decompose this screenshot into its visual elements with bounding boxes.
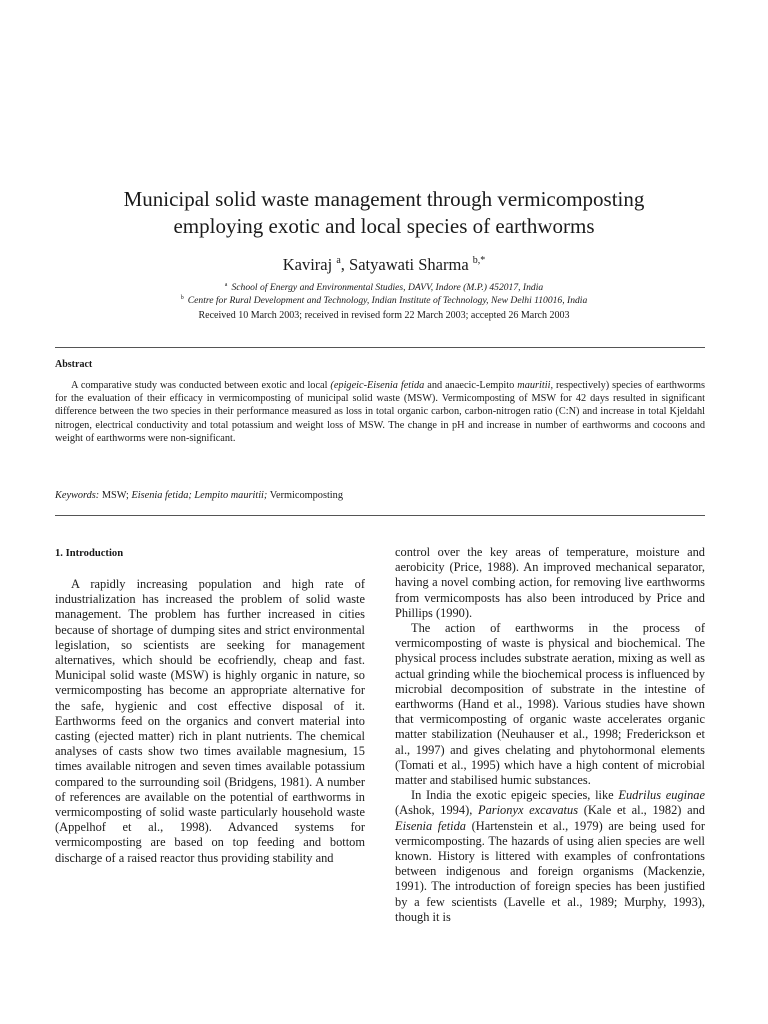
paragraph-text: (Hartenstein et al., 1979) are being used for vermicomposting. The hazards of using alien species are well known. History is littered with examples of confrontations between indigenous and foreign organisms (Mackenzie, 1991). The introduction of foreign species has been justified by a few scientists (Lavelle et al., 1989; Murphy, 1993), though it is	[395, 818, 706, 924]
species-name: Eudrilus euginae	[618, 788, 705, 803]
right-column	[395, 545, 705, 925]
affiliation-mark: a	[224, 282, 228, 288]
paragraph: The action of earthworms in the process of vermicomposting of waste is physical and biochemical. The physical process includes substrate aeration, mixing as well as actual grinding while the biochemical process is influenced by microbial decomposition of substrate in the intestine of earthworms (Hand et al., 1998). Various studies have shown that vermicomposting of organic waste accelerates organic matter stabilization (Neuhauser et al., 1998; Frederickson et al., 1997) and gives chelating and phytohormonal elements (Tomati et al., 1995) which have a high content of microbial matter and stabilised humic substances.	[395, 621, 705, 788]
keyword: Eisenia fetida;	[131, 490, 192, 501]
title-line-2: employing exotic and local species of earthworms	[173, 214, 595, 238]
divider	[55, 515, 705, 516]
title-line-1: Municipal solid waste management through vermicomposting	[123, 187, 645, 211]
paragraph-text: In India the exotic epigeic species, like	[411, 788, 619, 803]
paragraph-continued: control over the key areas of temperature, moisture and aerobicity (Price, 1988). An improved mechanical separator, having a novel combing action, for removing live earthworms from vermicomposts has also been introduced by Price and Phillips (1990).	[395, 545, 705, 620]
abstract-text: A comparative study was conducted between exotic and local	[71, 380, 331, 391]
paragraph-text: (Kale et al., 1982) and	[578, 803, 705, 818]
keywords-label: Keywords:	[55, 490, 100, 501]
section-heading: 1. Introduction	[55, 548, 124, 559]
paragraph-text: (Ashok, 1994),	[395, 803, 479, 818]
left-column	[55, 547, 365, 866]
affiliation-mark: a	[336, 255, 341, 266]
paper-title	[60, 186, 708, 240]
affiliation-text: School of Energy and Environmental Studies, DAVV, Indore (M.P.) 452017, India	[231, 282, 544, 293]
affiliation-text: Centre for Rural Development and Technology, Indian Institute of Technology, New Delhi 110016, India	[187, 295, 588, 306]
divider	[55, 347, 705, 348]
keyword: Vermicomposting	[269, 490, 343, 501]
affiliation-mark: b,*	[472, 255, 486, 266]
species-name: Parionyx excavatus	[478, 803, 579, 818]
abstract-body	[55, 379, 705, 445]
author-name: Kaviraj	[282, 255, 333, 274]
paragraph: A rapidly increasing population and high rate of industrialization has increased the problem of solid waste management. The problem has further increased in cities because of shortage of dumping sites and strict environmental legislation, so scientists are seeking for management alternatives, which should be ecofriendly, cheap and fast. Municipal solid waste (MSW) is highly organic in nature, so vermicomposting has become an appropriate alternative for the safe, hygienic and cost effective disposal of it. Earthworms feed on the organics and convert material into casting (ejected matter) rich in plant nutrients. The chemical analyses of casts show two times available magnesium, 15 times available nitrogen and seven times available potassium compared to the surrounding soil (Bridgens, 1981). A number of references are available on the potential of earthworms in vermicomposting of solid waste particularly household waste (Appelhof et al., 1998). Advanced systems for vermicomposting are based on top feeding and bottom discharge of a raised reactor thus providing stability and	[55, 577, 365, 865]
keywords-line	[55, 489, 343, 502]
species-name: Eisenia fetida	[395, 818, 467, 833]
abstract-text: and anaecic-Lempito	[424, 380, 518, 391]
affiliation-b	[60, 292, 708, 307]
keyword: MSW;	[101, 490, 129, 501]
species-name: (epigeic-Eisenia fetida	[330, 380, 425, 391]
keyword: Lempito mauritii;	[194, 490, 268, 501]
abstract-heading: Abstract	[55, 359, 93, 370]
author-name: Satyawati Sharma	[349, 255, 469, 274]
author-list	[60, 250, 708, 276]
paragraph	[395, 788, 705, 925]
abstract-text: respectively) species of earthworms for the evaluation of their efficacy in vermicomposting of municipal solid waste (MSW). Vermicomposting of MSW for 42 days resulted in significant difference between the two species in their performance measured as loss in total organic carbon, carbon-nitrogen ratio (C:N) and increase in total Kjeldahl nitrogen, electrical conductivity and total potassium and weight loss of MSW. The change in pH and increase in number of earthworms and cocoons and weight of earthworms were non-significant.	[55, 380, 705, 444]
author-separator: ,	[340, 255, 350, 274]
species-name: mauritii,	[517, 380, 554, 391]
affiliation-mark: b	[180, 295, 184, 301]
received-dates: Received 10 March 2003; received in revised form 22 March 2003; accepted 26 March 2003	[198, 310, 570, 321]
